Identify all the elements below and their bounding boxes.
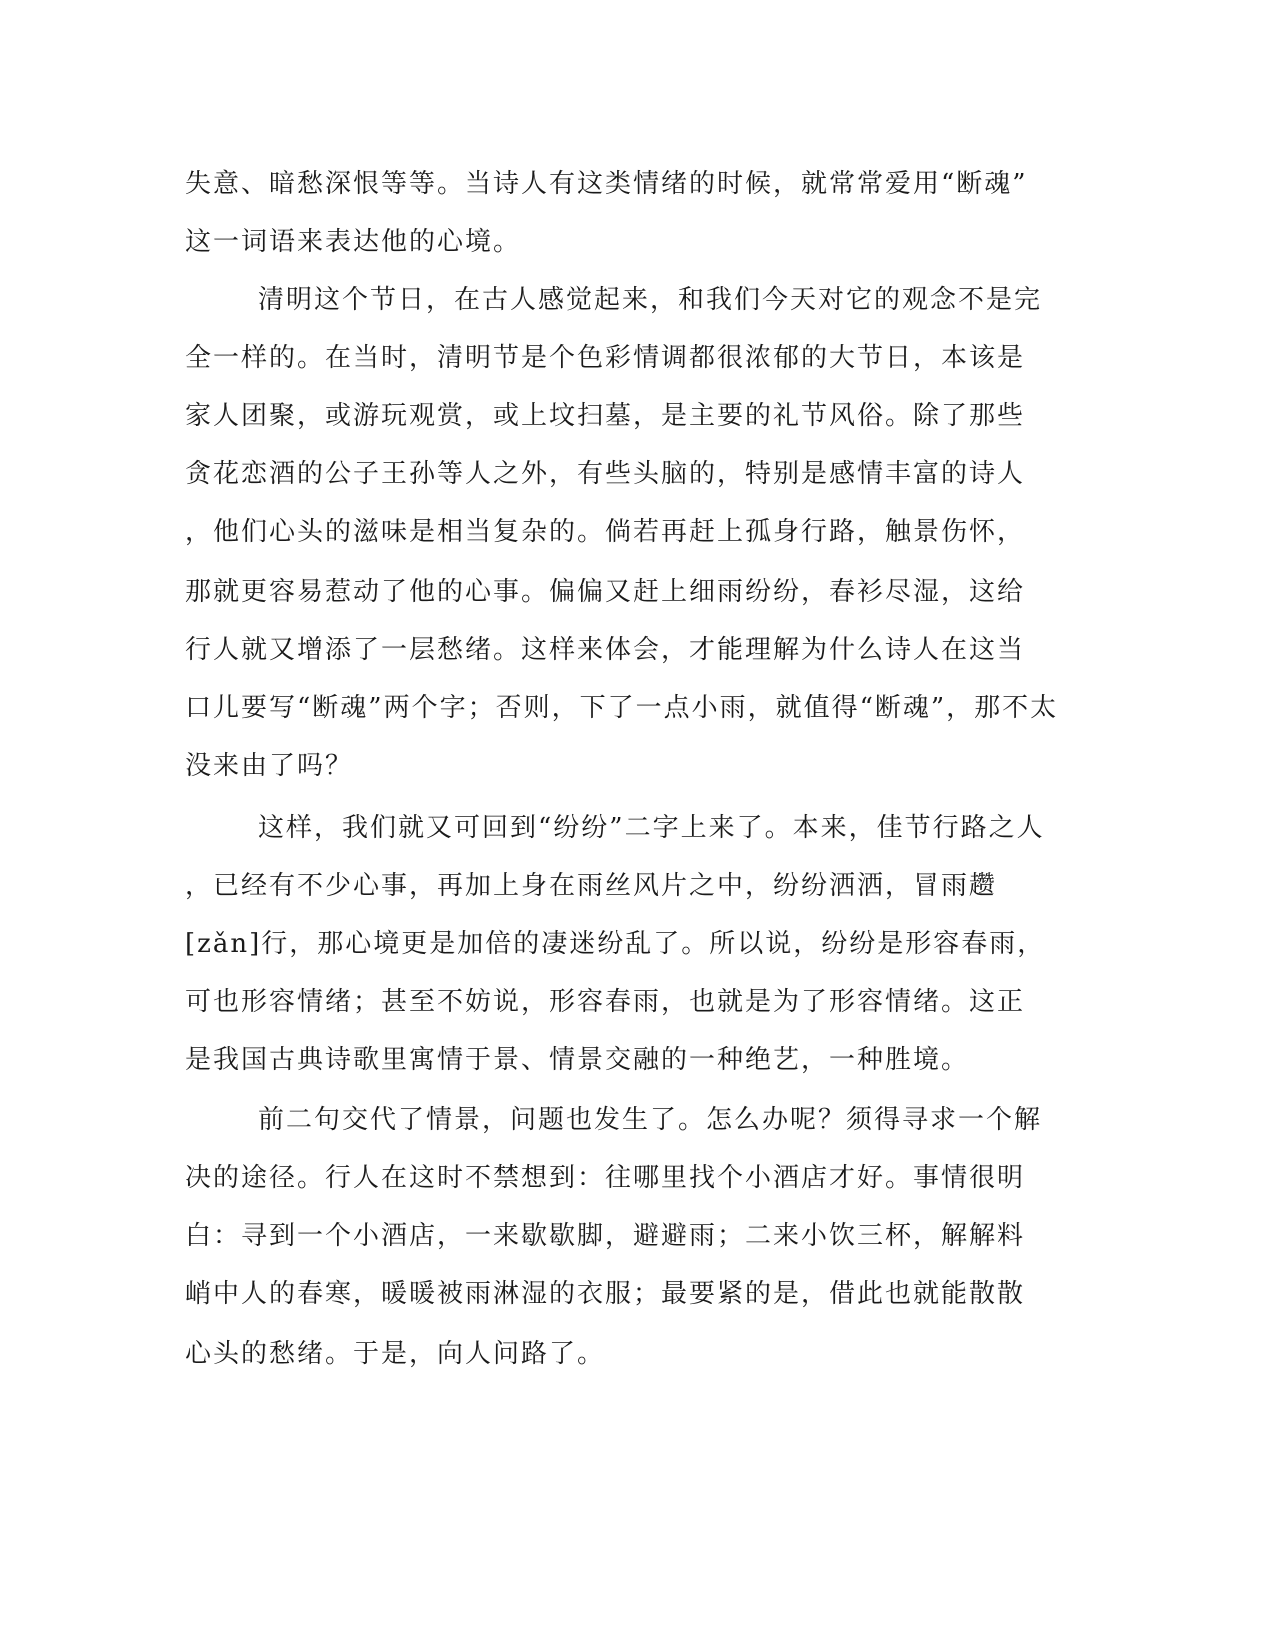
text-line: 心头的愁绪。于是，向人问路了。 bbox=[185, 1339, 606, 1369]
text-line: 口儿要写“断魂”两个字；否则，下了一点小雨，就值得“断魂”，那不太 bbox=[185, 693, 1059, 723]
text-line: 峭中人的春寒，暖暖被雨淋湿的衣服；最要紧的是，借此也就能散散 bbox=[185, 1279, 1026, 1309]
paragraph-first-line: 前二句交代了情景，问题也发生了。怎么办呢？须得寻求一个解 bbox=[258, 1105, 1043, 1135]
text-line: 行人就又增添了一层愁绪。这样来体会，才能理解为什么诗人在这当 bbox=[185, 635, 1026, 665]
text-line: ，他们心头的滋味是相当复杂的。倘若再赶上孤身行路，触景伤怀， bbox=[185, 517, 1026, 547]
paragraph-first-line: 清明这个节日，在古人感觉起来，和我们今天对它的观念不是完 bbox=[258, 285, 1043, 315]
paragraph-first-line: 这样，我们就又可回到“纷纷”二字上来了。本来，佳节行路之人 bbox=[258, 813, 1045, 843]
text-line: 家人团聚，或游玩观赏，或上坟扫墓，是主要的礼节风俗。除了那些 bbox=[185, 401, 1026, 431]
text-line: 全一样的。在当时，清明节是个色彩情调都很浓郁的大节日，本该是 bbox=[185, 343, 1026, 373]
text-line: 是我国古典诗歌里寓情于景、情景交融的一种绝艺，一种胜境。 bbox=[185, 1045, 970, 1075]
text-line: 白：寻到一个小酒店，一来歇歇脚，避避雨；二来小饮三杯，解解料 bbox=[185, 1221, 1026, 1251]
text-line: 没来由了吗？ bbox=[185, 751, 354, 781]
text-line: 那就更容易惹动了他的心事。偏偏又赶上细雨纷纷，春衫尽湿，这给 bbox=[185, 577, 1026, 607]
text-line: 失意、暗愁深恨等等。当诗人有这类情绪的时候，就常常爱用“断魂” bbox=[185, 169, 1028, 199]
text-line: 贪花恋酒的公子王孙等人之外，有些头脑的，特别是感情丰富的诗人 bbox=[185, 459, 1026, 489]
text-line: 这一词语来表达他的心境。 bbox=[185, 227, 522, 257]
text-line: ，已经有不少心事，再加上身在雨丝风片之中，纷纷洒洒，冒雨趱 bbox=[185, 871, 998, 901]
text-line: [zǎn]行，那心境更是加倍的凄迷纷乱了。所以说，纷纷是形容春雨， bbox=[185, 929, 1046, 959]
text-line: 决的途径。行人在这时不禁想到：往哪里找个小酒店才好。事情很明 bbox=[185, 1163, 1026, 1193]
text-line: 可也形容情绪；甚至不妨说，形容春雨，也就是为了形容情绪。这正 bbox=[185, 987, 1026, 1017]
